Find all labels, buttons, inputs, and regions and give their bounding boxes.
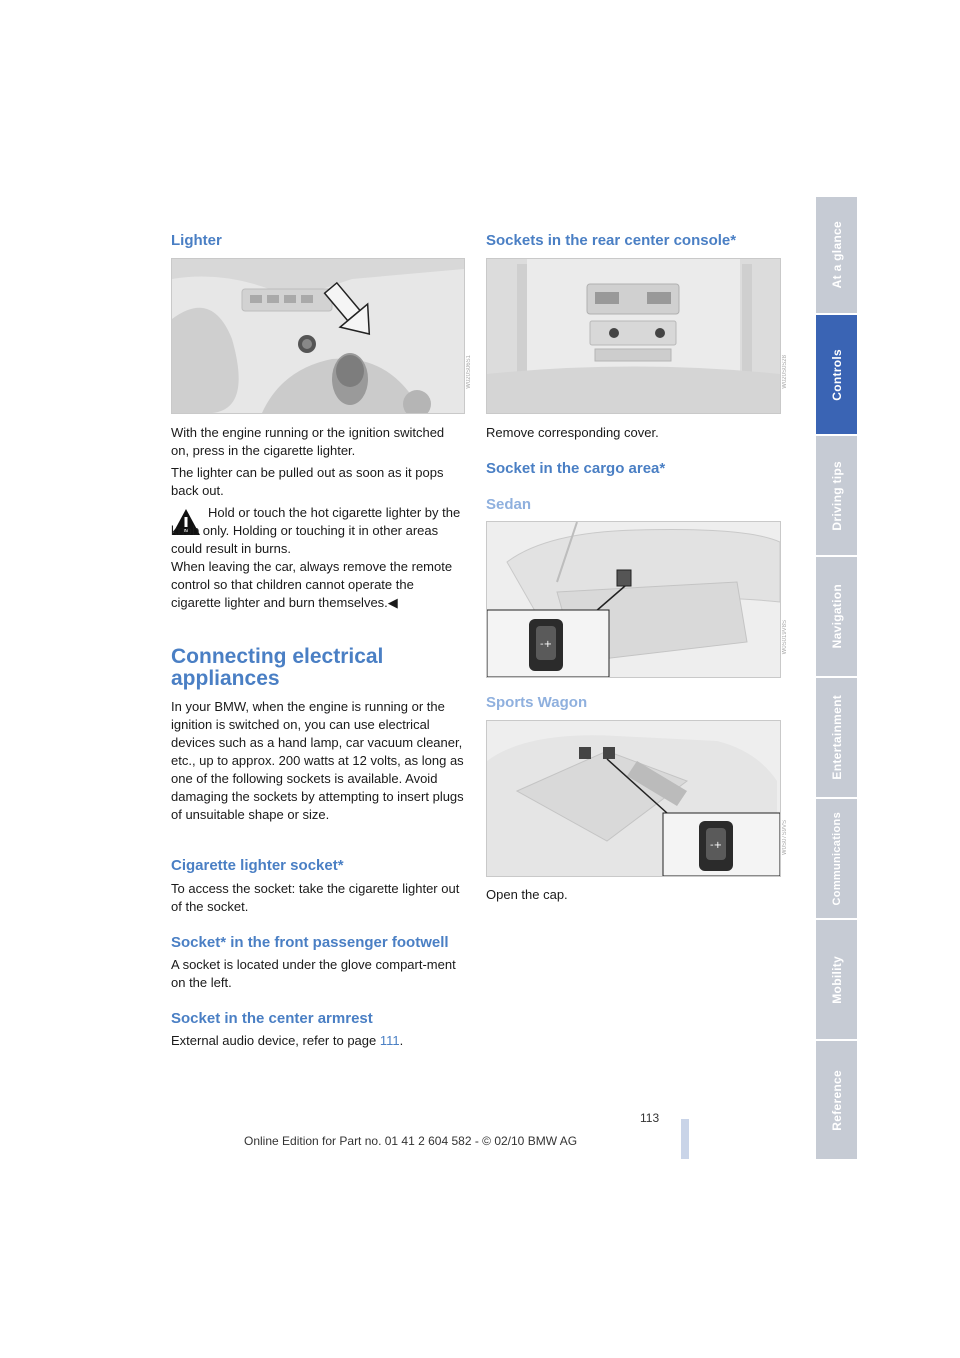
sedan-cargo-figure (486, 521, 781, 678)
tab-reference[interactable]: Reference (816, 1041, 857, 1161)
page-link-111[interactable]: 111 (379, 1033, 400, 1048)
tab-at-a-glance[interactable]: At a glance (816, 197, 857, 315)
page-marker (681, 1119, 689, 1159)
figure-code: W020S06S1 (466, 355, 472, 389)
tab-controls[interactable]: Controls (816, 315, 857, 436)
edition-footer: Online Edition for Part no. 01 41 2 604 582 - © 02/10 BMW AG (244, 1134, 578, 1148)
rear-console-heading: Sockets in the rear center console* (486, 232, 737, 249)
lighter-heading: Lighter (171, 232, 222, 249)
footwell-heading: Socket* in the front passenger footwell (171, 934, 449, 951)
page-number: 113 (640, 1111, 660, 1125)
figure-code: W0S019V8S (782, 620, 788, 655)
lighter-paragraph-1: With the engine running or the ignition switched on, press in the cigarette lighter. (171, 425, 445, 458)
lighter-paragraph-2: The lighter can be pulled out as soon as it pops back out. (171, 465, 444, 498)
wagon-paragraph: Open the cap. (486, 887, 568, 902)
svg-text:-+: -+ (710, 840, 722, 851)
tab-entertainment[interactable]: Entertainment (816, 678, 857, 799)
warning-text: Hold or touch the hot cigarette lighter by the knob only. Holding or touching it in other areas could result in burns. (171, 505, 461, 556)
wagon-cargo-figure (486, 720, 781, 877)
wagon-heading: Sports Wagon (486, 694, 588, 711)
cargo-heading: Socket in the cargo area* (486, 460, 666, 477)
tab-navigation[interactable]: Navigation (816, 557, 857, 678)
connecting-paragraph: In your BMW, when the engine is running or the ignition is switched on, you can use electrical devices such as a hand lamp, car vacuum cleaner, etc., up to approx. 200 watts at 12 volts, as long as one of the following sockets is available. Avoid damaging the sockets by attempting to insert plugs of unsuitable shape or size. (171, 699, 464, 822)
connecting-heading: Connecting electrical appliances (171, 645, 384, 690)
figure-code: W0S07S9VS (782, 820, 788, 856)
svg-text:-+: -+ (540, 639, 552, 650)
tab-driving-tips[interactable]: Driving tips (816, 436, 857, 557)
end-mark: ◀ (387, 595, 398, 610)
warning-text-2: When leaving the car, always remove the remote control so that children cannot operate the cigarette lighter and burn themselves.◀ (171, 559, 453, 610)
cigarette-socket-paragraph: To access the socket: take the cigarette lighter out of the socket. (171, 881, 460, 914)
rear-console-paragraph: Remove corresponding cover. (486, 425, 659, 440)
tab-mobility[interactable]: Mobility (816, 920, 857, 1041)
tab-communications[interactable]: Communications (816, 799, 857, 920)
cigarette-socket-heading: Cigarette lighter socket* (171, 857, 344, 874)
armrest-heading: Socket in the center armrest (171, 1010, 373, 1027)
armrest-paragraph: External audio device, refer to page 111. (171, 1033, 404, 1048)
figure-code: W020S0S28 (782, 355, 788, 389)
lighter-figure (171, 258, 465, 414)
footwell-paragraph: A socket is located under the glove compart-ment on the left. (171, 957, 456, 990)
sedan-heading: Sedan (486, 496, 532, 513)
rear-console-figure (486, 258, 781, 414)
